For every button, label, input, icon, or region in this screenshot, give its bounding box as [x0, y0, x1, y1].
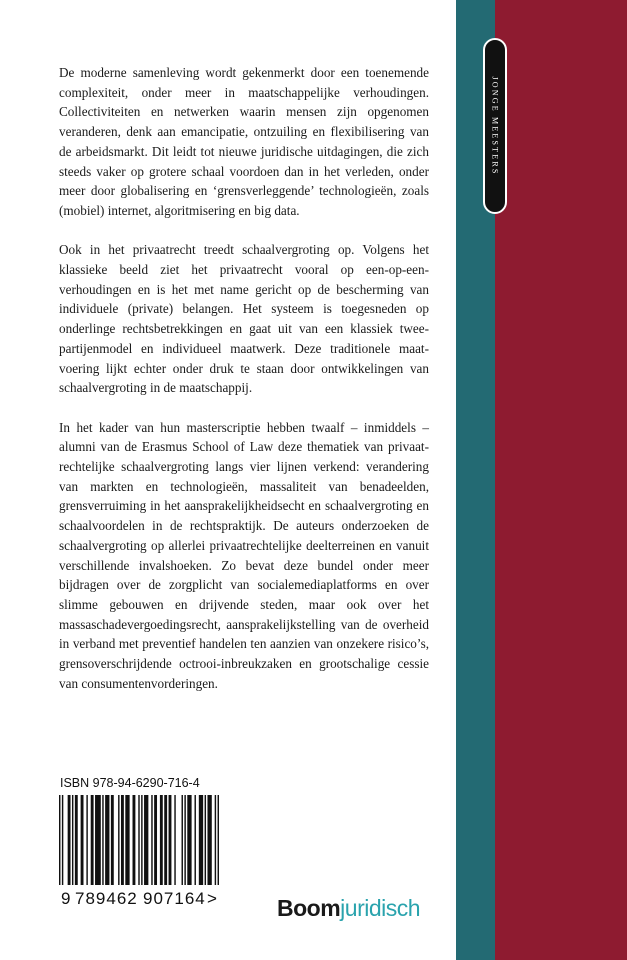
- barcode-bar: [205, 795, 206, 885]
- publisher-logo: [277, 895, 420, 922]
- barcode-bar: [118, 795, 119, 885]
- barcode-bar: [59, 795, 60, 885]
- barcode-bar: [151, 795, 152, 885]
- barcode-bar: [68, 795, 71, 885]
- barcode-bar: [81, 795, 84, 885]
- barcode-bar: [215, 795, 216, 885]
- barcode-bar: [105, 795, 109, 885]
- barcode-bar: [95, 795, 101, 885]
- isbn-label: ISBN 978-94-6290-716-4: [60, 776, 200, 790]
- isbn-barcode: [59, 795, 219, 885]
- series-label: JONGE MEESTERS: [490, 76, 500, 176]
- barcode-bar: [169, 795, 172, 885]
- barcode-bar: [174, 795, 175, 885]
- barcode-bar: [86, 795, 87, 885]
- barcode-bar: [121, 795, 124, 885]
- blurb-paragraph-2: Ook in het privaatrecht treedt schaalvergroting op. Volgens het klassieke beeld ziet het privaatrecht vooral op een-op-een-verhoudingen en is het met name gericht op de bescherming van individuele (private) belangen. Het systeem is toegesneden op onderlinge rechtsbetrekkingen en gaat uit van een klassiek twee-partijenmodel en individueel maatwerk. Deze traditionele maatvoering lijkt echter onder druk te staan door ontwikkelingen van schaalvergroting in de maatschappij.: [59, 242, 429, 396]
- barcode-first-digit: 9: [61, 889, 71, 908]
- publisher-imprint: juridisch: [340, 895, 421, 921]
- barcode-bar: [218, 795, 219, 885]
- blurb-paragraph-1: De moderne samenleving wordt gekenmerkt door een toenemende complexiteit, onder meer in maatschappelijke verhoudingen. Collectiviteiten en netwerken waarin mensen zijn opgenomen veranderen, denk aan emancipatie, ontzuiling en flexibilisering van de arbeidsmarkt. Dit leidt tot nieuwe juridische uitdagingen, die zich steeds vaker op grotere schaal voordoen dan in het verleden, onder meer door globalisering en ‘grensverleggende’ technologieën, zoals (mobiel) internet, algoritmisering en big data.: [59, 65, 429, 218]
- barcode-bar: [141, 795, 142, 885]
- barcode-bar: [144, 795, 148, 885]
- barcode-bar: [91, 795, 94, 885]
- barcode-bar: [154, 795, 157, 885]
- barcode-bar: [182, 795, 183, 885]
- barcode-bar: [102, 795, 103, 885]
- barcode-bar: [62, 795, 63, 885]
- barcode-bar: [164, 795, 167, 885]
- barcode-digits: [59, 885, 219, 915]
- barcode-bar: [160, 795, 163, 885]
- barcode-quiet-mark: >: [207, 889, 217, 908]
- publisher-brand: Boom: [277, 895, 341, 921]
- barcode-bar: [207, 795, 211, 885]
- back-cover-blurb: [59, 63, 429, 713]
- barcode-bar: [125, 795, 129, 885]
- barcode-right-digits: 907164: [143, 889, 206, 908]
- series-tab: [483, 38, 507, 214]
- barcode-bar: [111, 795, 114, 885]
- barcode-bar: [195, 795, 196, 885]
- barcode-bar: [199, 795, 203, 885]
- barcode-bar: [75, 795, 78, 885]
- blurb-paragraph-3: In het kader van hun masterscriptie hebben twaalf – inmiddels – alumni van de Erasmus School of Law deze thematiek van privaatrechtelijke schaalvergroting langs vier lijnen verkend: verandering van markten en technologieën, massaliteit van benadeelden, grensverruiming in het aansprakelijkheidsecht en schaalvergroting en schaalvoordelen in de rechtspraktijk. De auteurs onderzoeken de schaalvergroting op allerlei privaatrechtelijke deelterreinen en vanuit verschillende invalshoeken. Zo bevat deze bundel onder meer bijdragen over de zorgplicht van socialemediaplatforms en over slimme gebouwen en drijvende steden, maar ook over het massaschadevergoedingsrecht, aansprakelijkstelling van de overheid in verband met preventief handelen ten aanzien van onzekere risico’s, grensoverschrijdende octrooi-inbreukzaken en grootschalige cessie van consumentenvorderingen.: [59, 419, 429, 691]
- spine-red-band: [495, 0, 627, 960]
- barcode-bar: [133, 795, 136, 885]
- barcode-bar: [184, 795, 185, 885]
- barcode-left-digits: 789462: [75, 889, 138, 908]
- barcode-bar: [72, 795, 73, 885]
- barcode-bar: [138, 795, 139, 885]
- barcode-bar: [187, 795, 191, 885]
